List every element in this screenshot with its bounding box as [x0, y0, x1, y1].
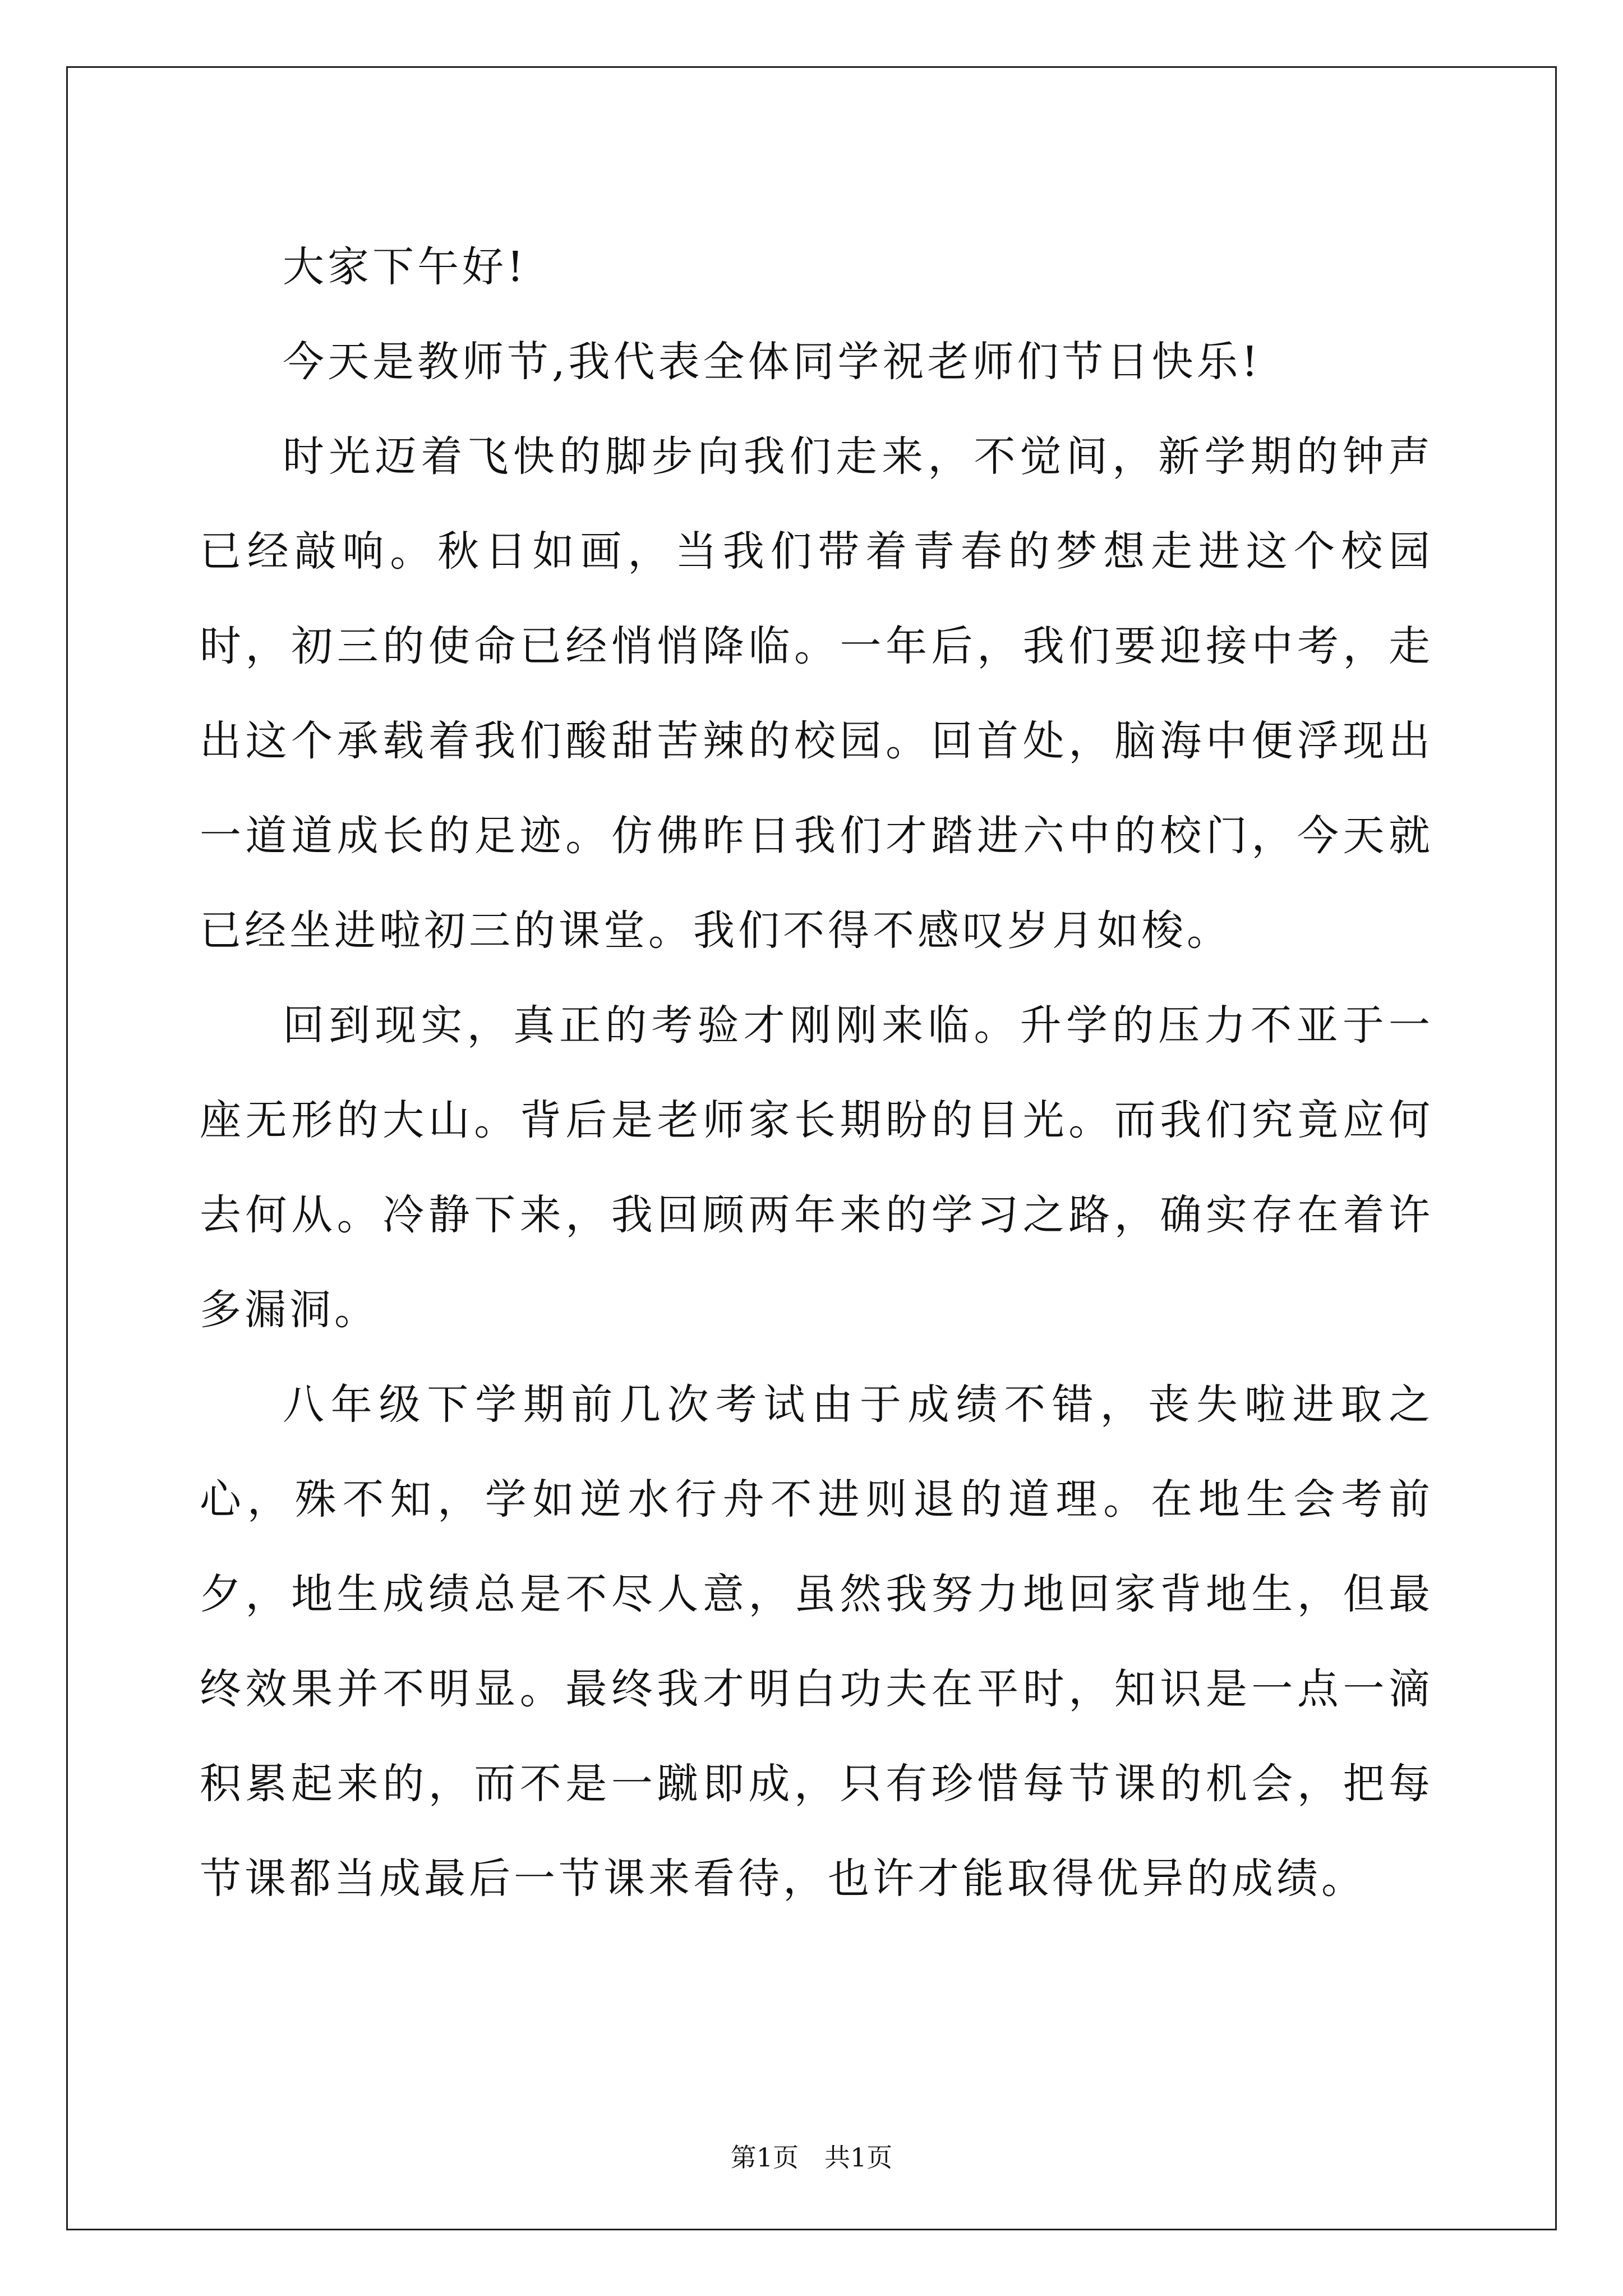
paragraph-reality: 回到现实，真正的考验才刚刚来临。升学的压力不亚于一座无形的大山。背后是老师家长期盼的目光。而我们究竟应何去何从。冷静下来，我回顾两年来的学习之路，确实存在着许多漏洞。 — [200, 1001, 1433, 1334]
page-number-current: 第1页 — [730, 2142, 799, 2173]
paragraph-time-passing: 时光迈着飞快的脚步向我们走来，不觉间，新学期的钟声已经敲响。秋日如画，当我们带着青春的梦想走进这个校园时，初三的使命已经悄悄降临。一年后，我们要迎接中考，走出这个承载着我们酸甜苦辣的校园。回首处，脑海中便浮现出一道道成长的足迹。仿佛昨日我们才踏进六中的校门，今天就已经坐进啦初三的课堂。我们不得不感叹岁月如梭。 — [200, 432, 1433, 955]
document-body — [200, 220, 1433, 1926]
paragraph-teachers-day: 今天是教师节,我代表全体同学祝老师们节日快乐! — [283, 338, 1262, 386]
page-footer — [0, 2141, 1623, 2174]
page-number-total: 共1页 — [824, 2142, 893, 2173]
paragraph-grade-eight: 八年级下学期前几次考试由于成绩不错，丧失啦进取之心，殊不知，学如逆水行舟不进则退的道理。在地生会考前夕，地生成绩总是不尽人意，虽然我努力地回家背地生，但最终效果并不明显。最终我才明白功夫在平时，知识是一点一滴积累起来的，而不是一蹴即成，只有珍惜每节课的机会，把每节课都当成最后一节课来看待，也许才能取得优异的成绩。 — [200, 1381, 1433, 1903]
paragraph-greeting: 大家下午好! — [283, 243, 527, 291]
